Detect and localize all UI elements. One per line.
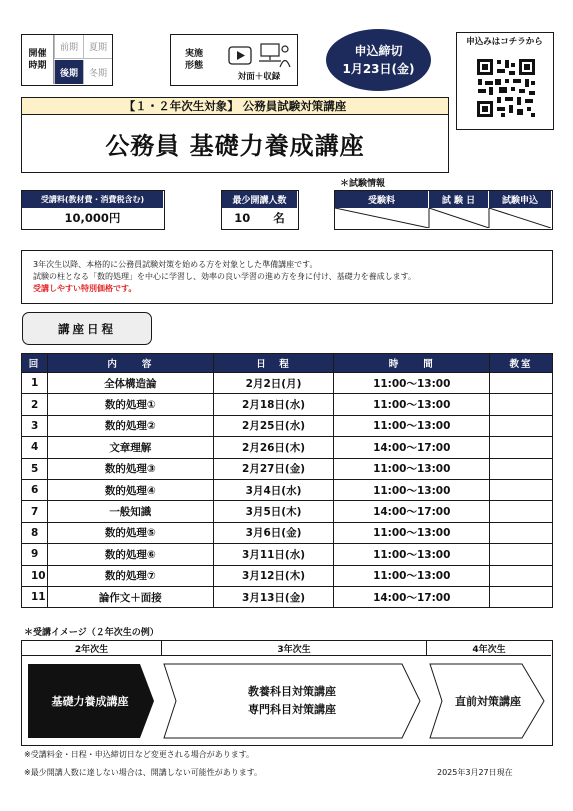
- session-room: [490, 394, 553, 415]
- period-summer: 夏期: [83, 35, 112, 59]
- table-row: [22, 479, 553, 500]
- step2-label: [172, 664, 412, 738]
- period-late-active: 後期: [54, 60, 83, 84]
- schedule-table: [21, 353, 553, 608]
- session-date: 3月5日(木): [213, 501, 334, 522]
- description-line1: 3年次生以降、本格的に公務員試験対策を始める方を対象とした準備講座です。: [33, 260, 318, 269]
- fee-label: 受講料(教材費・消費税含む): [22, 191, 163, 208]
- session-date: 2月2日(月): [213, 373, 334, 394]
- session-number: 8: [22, 522, 48, 543]
- session-date: 3月6日(金): [213, 522, 334, 543]
- table-row: [22, 394, 553, 415]
- session-room: [490, 522, 553, 543]
- session-room: [490, 586, 553, 607]
- period-label: 開催 時期: [22, 35, 54, 84]
- min-people-label: 最少開講人数: [222, 191, 297, 208]
- session-room: [490, 415, 553, 436]
- session-content: 論作文＋面接: [47, 586, 213, 607]
- period-box: [21, 34, 113, 86]
- session-time: 14:00～17:00: [334, 501, 490, 522]
- schedule-header-row: [22, 354, 553, 373]
- session-number: 9: [22, 544, 48, 565]
- exam-info-box: [334, 190, 553, 230]
- description-line2: 試験の柱となる「数的処理」を中心に学習し、効率の良い学習の進め方を身に付け、基礎力を養成します。: [33, 272, 417, 281]
- session-number: 11: [22, 586, 48, 607]
- session-content: 数的処理④: [47, 479, 213, 500]
- person-at-monitor-icon: [259, 44, 290, 67]
- session-content: 数的処理⑤: [47, 522, 213, 543]
- session-date: 3月12日(木): [213, 565, 334, 586]
- schedule-heading: 講座日程: [22, 312, 152, 345]
- session-time: 11:00～13:00: [334, 458, 490, 479]
- step2-line2: 専門科目対策講座: [248, 703, 336, 716]
- exam-info-title: ＊試験情報: [340, 179, 386, 189]
- session-number: 2: [22, 394, 48, 415]
- table-row: [22, 522, 553, 543]
- session-time: 11:00～13:00: [334, 373, 490, 394]
- description-box: [21, 250, 553, 304]
- format-caption: 対面＋収録: [237, 72, 281, 82]
- course-image-title: ＊受講イメージ（２年次生の例）: [24, 628, 159, 638]
- session-room: [490, 373, 553, 394]
- session-date: 2月26日(木): [213, 437, 334, 458]
- session-room: [490, 437, 553, 458]
- header-time: 時 間: [334, 354, 490, 373]
- table-row: [22, 544, 553, 565]
- session-number: 5: [22, 458, 48, 479]
- note-minimum: ※最少開講人数に達しない場合は、開講しない可能性があります。: [24, 768, 263, 777]
- table-row: [22, 415, 553, 436]
- session-time: 11:00～13:00: [334, 522, 490, 543]
- step3-label: 直前対策講座: [455, 695, 521, 708]
- session-date: 2月27日(金): [213, 458, 334, 479]
- course-title: 公務員 基礎力養成講座: [21, 115, 449, 173]
- session-number: 10: [22, 565, 48, 586]
- table-row: [22, 501, 553, 522]
- session-time: 11:00～13:00: [334, 565, 490, 586]
- as-of-date: 2025年3月27日現在: [437, 768, 513, 777]
- session-room: [490, 458, 553, 479]
- session-number: 3: [22, 415, 48, 436]
- apply-box[interactable]: [456, 32, 554, 130]
- deadline-label: 申込締切: [354, 44, 403, 58]
- format-box: [170, 34, 298, 86]
- session-number: 7: [22, 501, 48, 522]
- session-date: 2月18日(水): [213, 394, 334, 415]
- session-number: 1: [22, 373, 48, 394]
- session-date: 3月4日(水): [213, 479, 334, 500]
- session-time: 11:00～13:00: [334, 479, 490, 500]
- min-people-box: [221, 190, 299, 230]
- session-room: [490, 501, 553, 522]
- play-video-icon: [229, 47, 251, 64]
- format-icons: [227, 41, 293, 69]
- session-content: 全体構造論: [47, 373, 213, 394]
- format-label: 実施 形態: [184, 48, 203, 71]
- session-number: 6: [22, 479, 48, 500]
- session-content: 数的処理⑥: [47, 544, 213, 565]
- deadline-date: 1月23日(金): [342, 62, 415, 76]
- deadline-badge: [326, 29, 431, 91]
- session-content: 数的処理③: [47, 458, 213, 479]
- exam-blank-cells: [335, 208, 551, 228]
- session-time: 11:00～13:00: [334, 415, 490, 436]
- step2-line1: 教養科目対策講座: [248, 685, 336, 698]
- exam-fee-header: 受験料: [335, 191, 429, 208]
- note-change: ※受講料金・日程・申込締切日など変更される場合があります。: [24, 750, 255, 759]
- header-content: 内 容: [47, 354, 213, 373]
- apply-label: 申込みはコチラから: [466, 37, 543, 47]
- description-price-note: 受講しやすい特別価格です。: [33, 284, 137, 293]
- schedule-body: [22, 373, 553, 608]
- session-date: 3月11日(水): [213, 544, 334, 565]
- session-time: 14:00～17:00: [334, 437, 490, 458]
- session-room: [490, 544, 553, 565]
- session-time: 11:00～13:00: [334, 394, 490, 415]
- course-subtitle: 【１・２年次生対象】 公務員試験対策講座: [21, 97, 449, 115]
- header-date: 日 程: [213, 354, 334, 373]
- year-4-label: 4年次生: [427, 641, 551, 656]
- course-flow-box: [21, 640, 553, 746]
- table-row: [22, 437, 553, 458]
- exam-apply-header: 試験申込: [489, 191, 551, 208]
- session-date: 2月25日(水): [213, 415, 334, 436]
- table-row: [22, 458, 553, 479]
- session-content: 数的処理①: [47, 394, 213, 415]
- exam-date-header: 試 験 日: [429, 191, 489, 208]
- fee-value: 10,000円: [64, 211, 121, 225]
- session-content: 一般知識: [47, 501, 213, 522]
- header-session: 回: [22, 354, 48, 373]
- year-2-label: 2年次生: [22, 641, 162, 656]
- session-date: 3月13日(金): [213, 586, 334, 607]
- min-people-value: 10 名: [234, 211, 285, 225]
- session-room: [490, 479, 553, 500]
- header-room: 教室: [490, 354, 553, 373]
- year-3-label: 3年次生: [162, 641, 427, 656]
- period-winter: 冬期: [83, 60, 112, 84]
- fee-box: [21, 190, 165, 230]
- qr-code-icon[interactable]: [475, 57, 537, 119]
- step1-label: 基礎力養成講座: [51, 695, 129, 708]
- session-content: 数的処理⑦: [47, 565, 213, 586]
- period-early: 前期: [54, 35, 83, 59]
- session-content: 文章理解: [47, 437, 213, 458]
- session-number: 4: [22, 437, 48, 458]
- session-time: 14:00～17:00: [334, 586, 490, 607]
- session-time: 11:00～13:00: [334, 544, 490, 565]
- table-row: [22, 565, 553, 586]
- session-content: 数的処理②: [47, 415, 213, 436]
- table-row: [22, 373, 553, 394]
- session-room: [490, 565, 553, 586]
- table-row: [22, 586, 553, 607]
